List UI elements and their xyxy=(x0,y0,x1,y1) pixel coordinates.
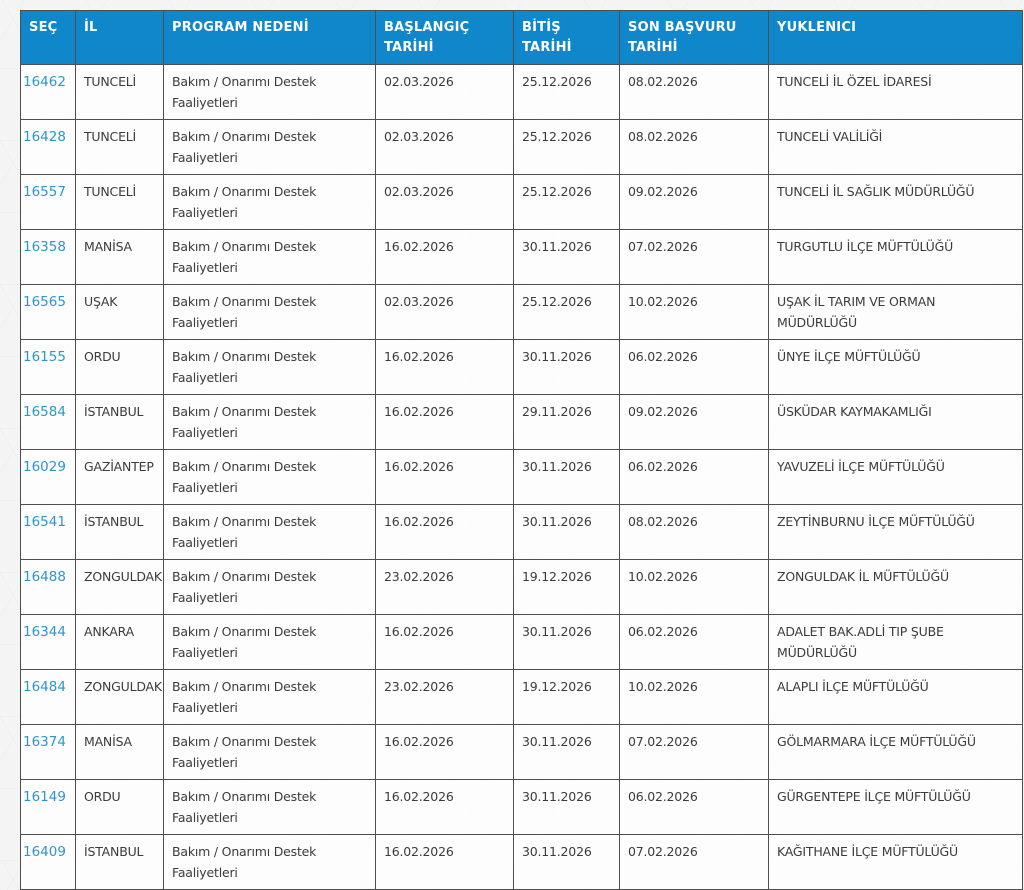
il-value: İSTANBUL xyxy=(84,844,144,860)
cell-bitis-tarihi xyxy=(514,725,620,780)
cell-bitis-tarihi xyxy=(514,285,620,340)
cell-son-basvuru-tarihi xyxy=(620,670,769,725)
row-select-link[interactable]: 16374 xyxy=(23,734,66,751)
cell-son-basvuru-tarihi xyxy=(620,835,769,890)
table-row xyxy=(21,65,1023,120)
program-nedeni-value: Bakım / Onarımı Destek Faaliyetleri xyxy=(172,844,317,881)
baslangic-tarihi-value: 16.02.2026 xyxy=(384,624,454,640)
cell-program-nedeni xyxy=(164,120,376,175)
cell-baslangic-tarihi xyxy=(376,725,514,780)
son-basvuru-tarihi-value: 08.02.2026 xyxy=(628,74,698,90)
table-row xyxy=(21,725,1023,780)
yuklenici-value: TUNCELİ İL ÖZEL İDARESİ xyxy=(777,74,932,90)
table-row xyxy=(21,505,1023,560)
cell-sec xyxy=(21,120,76,175)
cell-baslangic-tarihi xyxy=(376,560,514,615)
table-row xyxy=(21,450,1023,505)
yuklenici-value: YAVUZELİ İLÇE MÜFTÜLÜĞÜ xyxy=(777,459,945,475)
cell-bitis-tarihi xyxy=(514,780,620,835)
yuklenici-value: ZONGULDAK İL MÜFTÜLÜĞÜ xyxy=(777,569,949,585)
row-select-link[interactable]: 16565 xyxy=(23,294,66,311)
row-select-link[interactable]: 16358 xyxy=(23,239,66,256)
cell-program-nedeni xyxy=(164,670,376,725)
baslangic-tarihi-value: 02.03.2026 xyxy=(384,74,454,90)
cell-yuklenici xyxy=(769,780,1023,835)
cell-il xyxy=(76,615,164,670)
il-value: ORDU xyxy=(84,349,121,365)
row-select-link[interactable]: 16462 xyxy=(23,74,66,91)
cell-program-nedeni xyxy=(164,560,376,615)
program-nedeni-value: Bakım / Onarımı Destek Faaliyetleri xyxy=(172,129,317,166)
cell-yuklenici xyxy=(769,505,1023,560)
il-value: UŞAK xyxy=(84,294,118,310)
cell-baslangic-tarihi xyxy=(376,175,514,230)
il-value: İSTANBUL xyxy=(84,514,144,530)
cell-bitis-tarihi xyxy=(514,175,620,230)
cell-program-nedeni xyxy=(164,725,376,780)
column-header-program: PROGRAM NEDENİ xyxy=(164,11,376,65)
column-header-il: İL xyxy=(76,11,164,65)
program-listing-table xyxy=(20,10,1023,890)
yuklenici-value: UŞAK İL TARIM VE ORMAN MÜDÜRLÜĞÜ xyxy=(777,294,936,331)
baslangic-tarihi-value: 02.03.2026 xyxy=(384,294,454,310)
cell-yuklenici xyxy=(769,285,1023,340)
cell-il xyxy=(76,175,164,230)
yuklenici-value: ALAPLI İLÇE MÜFTÜLÜĞÜ xyxy=(777,679,929,695)
il-value: ANKARA xyxy=(84,624,134,640)
cell-yuklenici xyxy=(769,120,1023,175)
cell-son-basvuru-tarihi xyxy=(620,450,769,505)
bitis-tarihi-value: 30.11.2026 xyxy=(522,789,592,805)
son-basvuru-tarihi-value: 07.02.2026 xyxy=(628,734,698,750)
column-header-sec: SEÇ xyxy=(21,11,76,65)
cell-sec xyxy=(21,560,76,615)
son-basvuru-tarihi-value: 10.02.2026 xyxy=(628,679,698,695)
cell-baslangic-tarihi xyxy=(376,835,514,890)
cell-yuklenici xyxy=(769,725,1023,780)
program-nedeni-value: Bakım / Onarımı Destek Faaliyetleri xyxy=(172,404,317,441)
row-select-link[interactable]: 16428 xyxy=(23,129,66,146)
program-nedeni-value: Bakım / Onarımı Destek Faaliyetleri xyxy=(172,294,317,331)
cell-sec xyxy=(21,670,76,725)
baslangic-tarihi-value: 16.02.2026 xyxy=(384,844,454,860)
son-basvuru-tarihi-value: 06.02.2026 xyxy=(628,349,698,365)
program-nedeni-value: Bakım / Onarımı Destek Faaliyetleri xyxy=(172,679,317,716)
row-select-link[interactable]: 16029 xyxy=(23,459,66,476)
cell-yuklenici xyxy=(769,175,1023,230)
row-select-link[interactable]: 16488 xyxy=(23,569,66,586)
cell-bitis-tarihi xyxy=(514,505,620,560)
yuklenici-value: TURGUTLU İLÇE MÜFTÜLÜĞÜ xyxy=(777,239,954,255)
cell-yuklenici xyxy=(769,835,1023,890)
column-header-bitis: BİTİŞ TARİHİ xyxy=(514,11,620,65)
baslangic-tarihi-value: 23.02.2026 xyxy=(384,679,454,695)
bitis-tarihi-value: 30.11.2026 xyxy=(522,624,592,640)
cell-yuklenici xyxy=(769,450,1023,505)
son-basvuru-tarihi-value: 10.02.2026 xyxy=(628,569,698,585)
cell-baslangic-tarihi xyxy=(376,395,514,450)
cell-program-nedeni xyxy=(164,450,376,505)
cell-son-basvuru-tarihi xyxy=(620,120,769,175)
cell-sec xyxy=(21,615,76,670)
cell-son-basvuru-tarihi xyxy=(620,230,769,285)
son-basvuru-tarihi-value: 08.02.2026 xyxy=(628,514,698,530)
cell-program-nedeni xyxy=(164,505,376,560)
cell-sec xyxy=(21,835,76,890)
table-row xyxy=(21,670,1023,725)
table-row xyxy=(21,340,1023,395)
program-nedeni-value: Bakım / Onarımı Destek Faaliyetleri xyxy=(172,734,317,771)
bitis-tarihi-value: 30.11.2026 xyxy=(522,734,592,750)
son-basvuru-tarihi-value: 06.02.2026 xyxy=(628,624,698,640)
cell-yuklenici xyxy=(769,615,1023,670)
il-value: MANİSA xyxy=(84,734,132,750)
program-nedeni-value: Bakım / Onarımı Destek Faaliyetleri xyxy=(172,349,317,386)
il-value: TUNCELİ xyxy=(84,184,137,200)
cell-son-basvuru-tarihi xyxy=(620,615,769,670)
program-nedeni-value: Bakım / Onarımı Destek Faaliyetleri xyxy=(172,239,317,276)
yuklenici-value: TUNCELİ VALİLİĞİ xyxy=(777,129,883,145)
baslangic-tarihi-value: 16.02.2026 xyxy=(384,459,454,475)
cell-bitis-tarihi xyxy=(514,230,620,285)
son-basvuru-tarihi-value: 10.02.2026 xyxy=(628,294,698,310)
son-basvuru-tarihi-value: 09.02.2026 xyxy=(628,404,698,420)
cell-sec xyxy=(21,725,76,780)
program-nedeni-value: Bakım / Onarımı Destek Faaliyetleri xyxy=(172,74,317,111)
cell-sec xyxy=(21,65,76,120)
table-row xyxy=(21,560,1023,615)
cell-sec xyxy=(21,395,76,450)
cell-il xyxy=(76,670,164,725)
yuklenici-value: TUNCELİ İL SAĞLIK MÜDÜRLÜĞÜ xyxy=(777,184,975,200)
yuklenici-value: ADALET BAK.ADLİ TIP ŞUBE MÜDÜRLÜĞÜ xyxy=(777,624,944,661)
table-row xyxy=(21,835,1023,890)
cell-baslangic-tarihi xyxy=(376,230,514,285)
cell-program-nedeni xyxy=(164,230,376,285)
table-body xyxy=(21,65,1023,890)
cell-son-basvuru-tarihi xyxy=(620,340,769,395)
cell-il xyxy=(76,120,164,175)
baslangic-tarihi-value: 16.02.2026 xyxy=(384,514,454,530)
il-value: TUNCELİ xyxy=(84,129,137,145)
cell-bitis-tarihi xyxy=(514,560,620,615)
bitis-tarihi-value: 25.12.2026 xyxy=(522,74,592,90)
bitis-tarihi-value: 19.12.2026 xyxy=(522,679,592,695)
cell-baslangic-tarihi xyxy=(376,450,514,505)
cell-il xyxy=(76,725,164,780)
row-select-link[interactable]: 16344 xyxy=(23,624,66,641)
table-row xyxy=(21,780,1023,835)
cell-bitis-tarihi xyxy=(514,450,620,505)
cell-baslangic-tarihi xyxy=(376,505,514,560)
cell-son-basvuru-tarihi xyxy=(620,175,769,230)
cell-program-nedeni xyxy=(164,395,376,450)
cell-il xyxy=(76,560,164,615)
program-nedeni-value: Bakım / Onarımı Destek Faaliyetleri xyxy=(172,569,317,606)
table-row xyxy=(21,285,1023,340)
yuklenici-value: ÜNYE İLÇE MÜFTÜLÜĞÜ xyxy=(777,349,921,365)
cell-il xyxy=(76,505,164,560)
cell-yuklenici xyxy=(769,65,1023,120)
bitis-tarihi-value: 30.11.2026 xyxy=(522,349,592,365)
column-header-yuklenici: YUKLENICI xyxy=(769,11,1023,65)
table-row xyxy=(21,615,1023,670)
table-row xyxy=(21,175,1023,230)
cell-program-nedeni xyxy=(164,65,376,120)
table-header xyxy=(21,11,1023,65)
cell-il xyxy=(76,230,164,285)
son-basvuru-tarihi-value: 07.02.2026 xyxy=(628,239,698,255)
cell-sec xyxy=(21,505,76,560)
cell-bitis-tarihi xyxy=(514,835,620,890)
row-select-link[interactable]: 16541 xyxy=(23,514,66,531)
il-value: TUNCELİ xyxy=(84,74,137,90)
cell-program-nedeni xyxy=(164,340,376,395)
cell-sec xyxy=(21,450,76,505)
yuklenici-value: GÜRGENTEPE İLÇE MÜFTÜLÜĞÜ xyxy=(777,789,971,805)
baslangic-tarihi-value: 16.02.2026 xyxy=(384,789,454,805)
cell-son-basvuru-tarihi xyxy=(620,725,769,780)
cell-baslangic-tarihi xyxy=(376,340,514,395)
cell-son-basvuru-tarihi xyxy=(620,285,769,340)
cell-sec xyxy=(21,285,76,340)
cell-yuklenici xyxy=(769,560,1023,615)
cell-sec xyxy=(21,175,76,230)
bitis-tarihi-value: 25.12.2026 xyxy=(522,184,592,200)
bitis-tarihi-value: 25.12.2026 xyxy=(522,129,592,145)
cell-program-nedeni xyxy=(164,835,376,890)
baslangic-tarihi-value: 16.02.2026 xyxy=(384,239,454,255)
cell-son-basvuru-tarihi xyxy=(620,560,769,615)
il-value: ZONGULDAK xyxy=(84,569,162,585)
bitis-tarihi-value: 30.11.2026 xyxy=(522,459,592,475)
baslangic-tarihi-value: 16.02.2026 xyxy=(384,734,454,750)
baslangic-tarihi-value: 02.03.2026 xyxy=(384,129,454,145)
cell-son-basvuru-tarihi xyxy=(620,780,769,835)
cell-il xyxy=(76,285,164,340)
cell-sec xyxy=(21,780,76,835)
cell-bitis-tarihi xyxy=(514,670,620,725)
bitis-tarihi-value: 19.12.2026 xyxy=(522,569,592,585)
row-select-link[interactable]: 16409 xyxy=(23,844,66,861)
cell-baslangic-tarihi xyxy=(376,615,514,670)
cell-bitis-tarihi xyxy=(514,615,620,670)
table-header-row xyxy=(21,11,1023,65)
yuklenici-value: ZEYTİNBURNU İLÇE MÜFTÜLÜĞÜ xyxy=(777,514,975,530)
column-header-baslangic: BAŞLANGIÇ TARİHİ xyxy=(376,11,514,65)
cell-bitis-tarihi xyxy=(514,340,620,395)
baslangic-tarihi-value: 16.02.2026 xyxy=(384,349,454,365)
table-row xyxy=(21,395,1023,450)
table-row xyxy=(21,120,1023,175)
cell-yuklenici xyxy=(769,670,1023,725)
bitis-tarihi-value: 29.11.2026 xyxy=(522,404,592,420)
il-value: GAZİANTEP xyxy=(84,459,154,475)
cell-baslangic-tarihi xyxy=(376,65,514,120)
yuklenici-value: ÜSKÜDAR KAYMAKAMLIĞI xyxy=(777,404,932,420)
bitis-tarihi-value: 30.11.2026 xyxy=(522,514,592,530)
bitis-tarihi-value: 30.11.2026 xyxy=(522,844,592,860)
cell-il xyxy=(76,835,164,890)
row-select-link[interactable]: 16149 xyxy=(23,789,66,806)
column-header-son-basvuru: SON BAŞVURU TARİHİ xyxy=(620,11,769,65)
row-select-link[interactable]: 16155 xyxy=(23,349,66,366)
son-basvuru-tarihi-value: 06.02.2026 xyxy=(628,789,698,805)
program-nedeni-value: Bakım / Onarımı Destek Faaliyetleri xyxy=(172,184,317,221)
cell-yuklenici xyxy=(769,340,1023,395)
row-select-link[interactable]: 16584 xyxy=(23,404,66,421)
cell-il xyxy=(76,340,164,395)
baslangic-tarihi-value: 23.02.2026 xyxy=(384,569,454,585)
program-nedeni-value: Bakım / Onarımı Destek Faaliyetleri xyxy=(172,459,317,496)
program-nedeni-value: Bakım / Onarımı Destek Faaliyetleri xyxy=(172,514,317,551)
bitis-tarihi-value: 30.11.2026 xyxy=(522,239,592,255)
cell-program-nedeni xyxy=(164,175,376,230)
cell-sec xyxy=(21,340,76,395)
cell-son-basvuru-tarihi xyxy=(620,395,769,450)
cell-bitis-tarihi xyxy=(514,120,620,175)
cell-bitis-tarihi xyxy=(514,65,620,120)
cell-son-basvuru-tarihi xyxy=(620,65,769,120)
il-value: İSTANBUL xyxy=(84,404,144,420)
cell-il xyxy=(76,395,164,450)
row-select-link[interactable]: 16484 xyxy=(23,679,66,696)
cell-yuklenici xyxy=(769,230,1023,285)
cell-baslangic-tarihi xyxy=(376,120,514,175)
cell-yuklenici xyxy=(769,395,1023,450)
cell-baslangic-tarihi xyxy=(376,285,514,340)
program-nedeni-value: Bakım / Onarımı Destek Faaliyetleri xyxy=(172,789,317,826)
il-value: MANİSA xyxy=(84,239,132,255)
il-value: ZONGULDAK xyxy=(84,679,162,695)
il-value: ORDU xyxy=(84,789,121,805)
baslangic-tarihi-value: 16.02.2026 xyxy=(384,404,454,420)
son-basvuru-tarihi-value: 06.02.2026 xyxy=(628,459,698,475)
cell-baslangic-tarihi xyxy=(376,670,514,725)
son-basvuru-tarihi-value: 08.02.2026 xyxy=(628,129,698,145)
bitis-tarihi-value: 25.12.2026 xyxy=(522,294,592,310)
program-nedeni-value: Bakım / Onarımı Destek Faaliyetleri xyxy=(172,624,317,661)
cell-il xyxy=(76,450,164,505)
cell-baslangic-tarihi xyxy=(376,780,514,835)
cell-son-basvuru-tarihi xyxy=(620,505,769,560)
cell-bitis-tarihi xyxy=(514,395,620,450)
table-row xyxy=(21,230,1023,285)
baslangic-tarihi-value: 02.03.2026 xyxy=(384,184,454,200)
yuklenici-value: GÖLMARMARA İLÇE MÜFTÜLÜĞÜ xyxy=(777,734,976,750)
row-select-link[interactable]: 16557 xyxy=(23,184,66,201)
cell-program-nedeni xyxy=(164,285,376,340)
cell-il xyxy=(76,65,164,120)
cell-sec xyxy=(21,230,76,285)
cell-il xyxy=(76,780,164,835)
cell-program-nedeni xyxy=(164,615,376,670)
son-basvuru-tarihi-value: 07.02.2026 xyxy=(628,844,698,860)
cell-program-nedeni xyxy=(164,780,376,835)
son-basvuru-tarihi-value: 09.02.2026 xyxy=(628,184,698,200)
yuklenici-value: KAĞITHANE İLÇE MÜFTÜLÜĞÜ xyxy=(777,844,958,860)
